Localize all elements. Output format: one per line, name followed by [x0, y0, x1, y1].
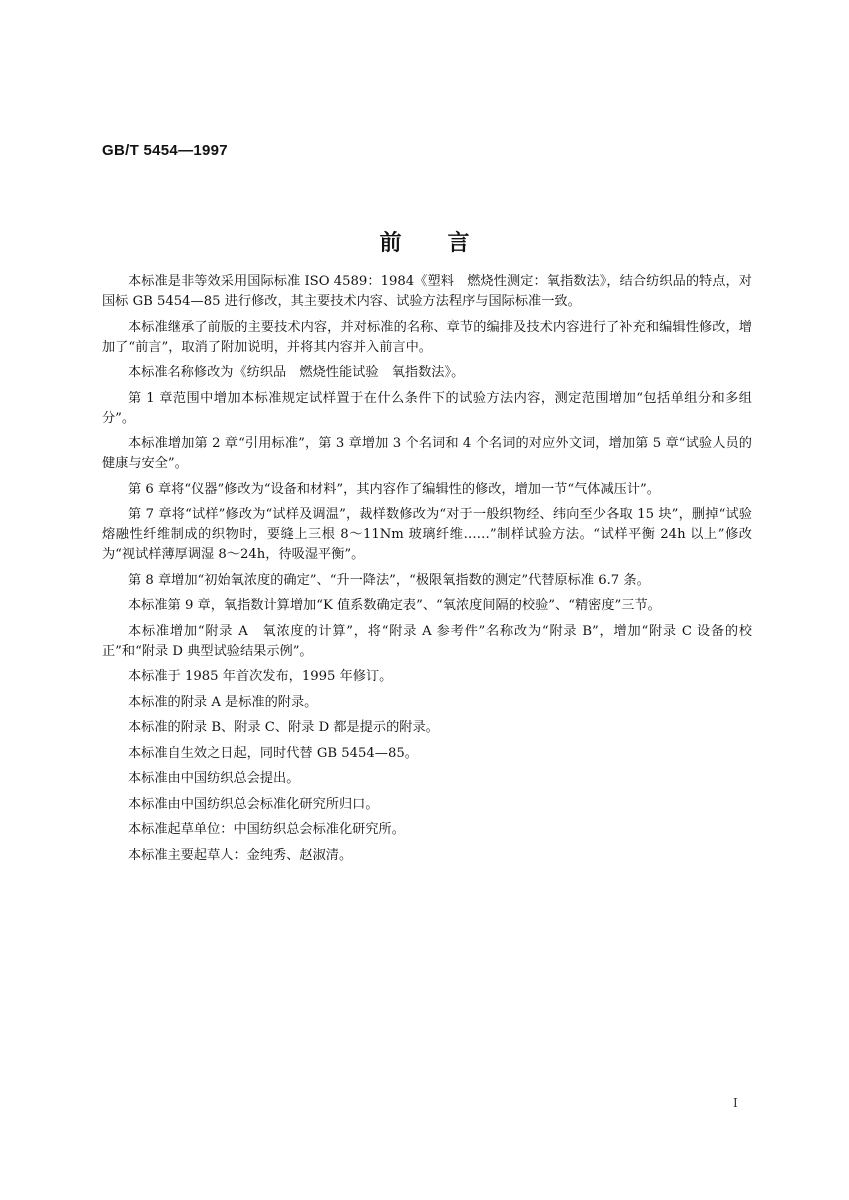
paragraph: 本标准名称修改为《纺织品 燃烧性能试验 氧指数法》。 [128, 365, 465, 380]
foreword-body [102, 272, 752, 871]
paragraph: 本标准的附录 A 是标准的附录。 [128, 694, 318, 710]
paragraph: 本标准第 9 章，氧指数计算增加“K 值系数确定表”、“氧浓度间隔的校验”、“精密度”三节。 [128, 598, 661, 613]
paragraph: 本标准于 1985 年首次发布，1995 年修订。 [128, 669, 393, 684]
paragraph: 本标准继承了前版的主要技术内容，并对标准的名称、章节的编排及技术内容进行了补充和编辑性修改，增加了“前言”，取消了附加说明，并将其内容并入前言中。 [102, 319, 752, 355]
paragraph: 本标准由中国纺织总会标准化研究所归口。 [128, 796, 379, 812]
standard-code: GB/T 5454—1997 [102, 142, 228, 159]
page-number: I [733, 1096, 738, 1110]
paragraph: 第 7 章将“试样”修改为“试样及调温”，裁样数修改为“对于一般织物经、纬向至少各取 15 块”，删掉“试验熔融性纤维制成的织物时，要缝上三根 8～11Nm 玻璃纤维……”制样试验方法。“试样平衡 24h 以上”修改为“视试样薄厚调湿 8～24h，待吸湿平衡”。 [102, 507, 752, 562]
paragraph: 本标准的附录 B、附录 C、附录 D 都是提示的附录。 [128, 720, 439, 735]
paragraph: 本标准增加第 2 章“引用标准”，第 3 章增加 3 个名词和 4 个名词的对应外文词，增加第 5 章“试验人员的健康与安全”。 [102, 436, 752, 471]
paragraph: 第 1 章范围中增加本标准规定试样置于在什么条件下的试验方法内容，测定范围增加“包括单组分和多组分”。 [102, 390, 752, 426]
paragraph: 本标准自生效之日起，同时代替 GB 5454—85。 [128, 745, 418, 761]
paragraph: 第 6 章将“仪器”修改为“设备和材料”，其内容作了编辑性的修改，增加一节“气体减压计”。 [128, 481, 660, 497]
paragraph: 本标准由中国纺织总会提出。 [128, 771, 300, 786]
paragraph: 本标准主要起草人：金纯秀、赵淑清。 [128, 847, 353, 863]
paragraph: 本标准增加“附录 A 氧浓度的计算”，将“附录 A 参考件”名称改为“附录 B”，增加“附录 C 设备的校正”和“附录 D 典型试验结果示例”。 [102, 623, 752, 659]
paragraph: 第 8 章增加“初始氧浓度的确定”、“升一降法”，“极限氧指数的测定”代替原标准 6.7 条。 [128, 572, 650, 588]
paragraph: 本标准是非等效采用国际标准 ISO 4589：1984《塑料 燃烧性测定：氧指数法》，结合纺织品的特点，对国标 GB 5454—85 进行修改，其主要技术内容、试验方法程序与国际标准一致。 [102, 274, 752, 309]
paragraph: 本标准起草单位：中国纺织总会标准化研究所。 [128, 822, 405, 837]
page-title: 前言 [379, 231, 516, 256]
